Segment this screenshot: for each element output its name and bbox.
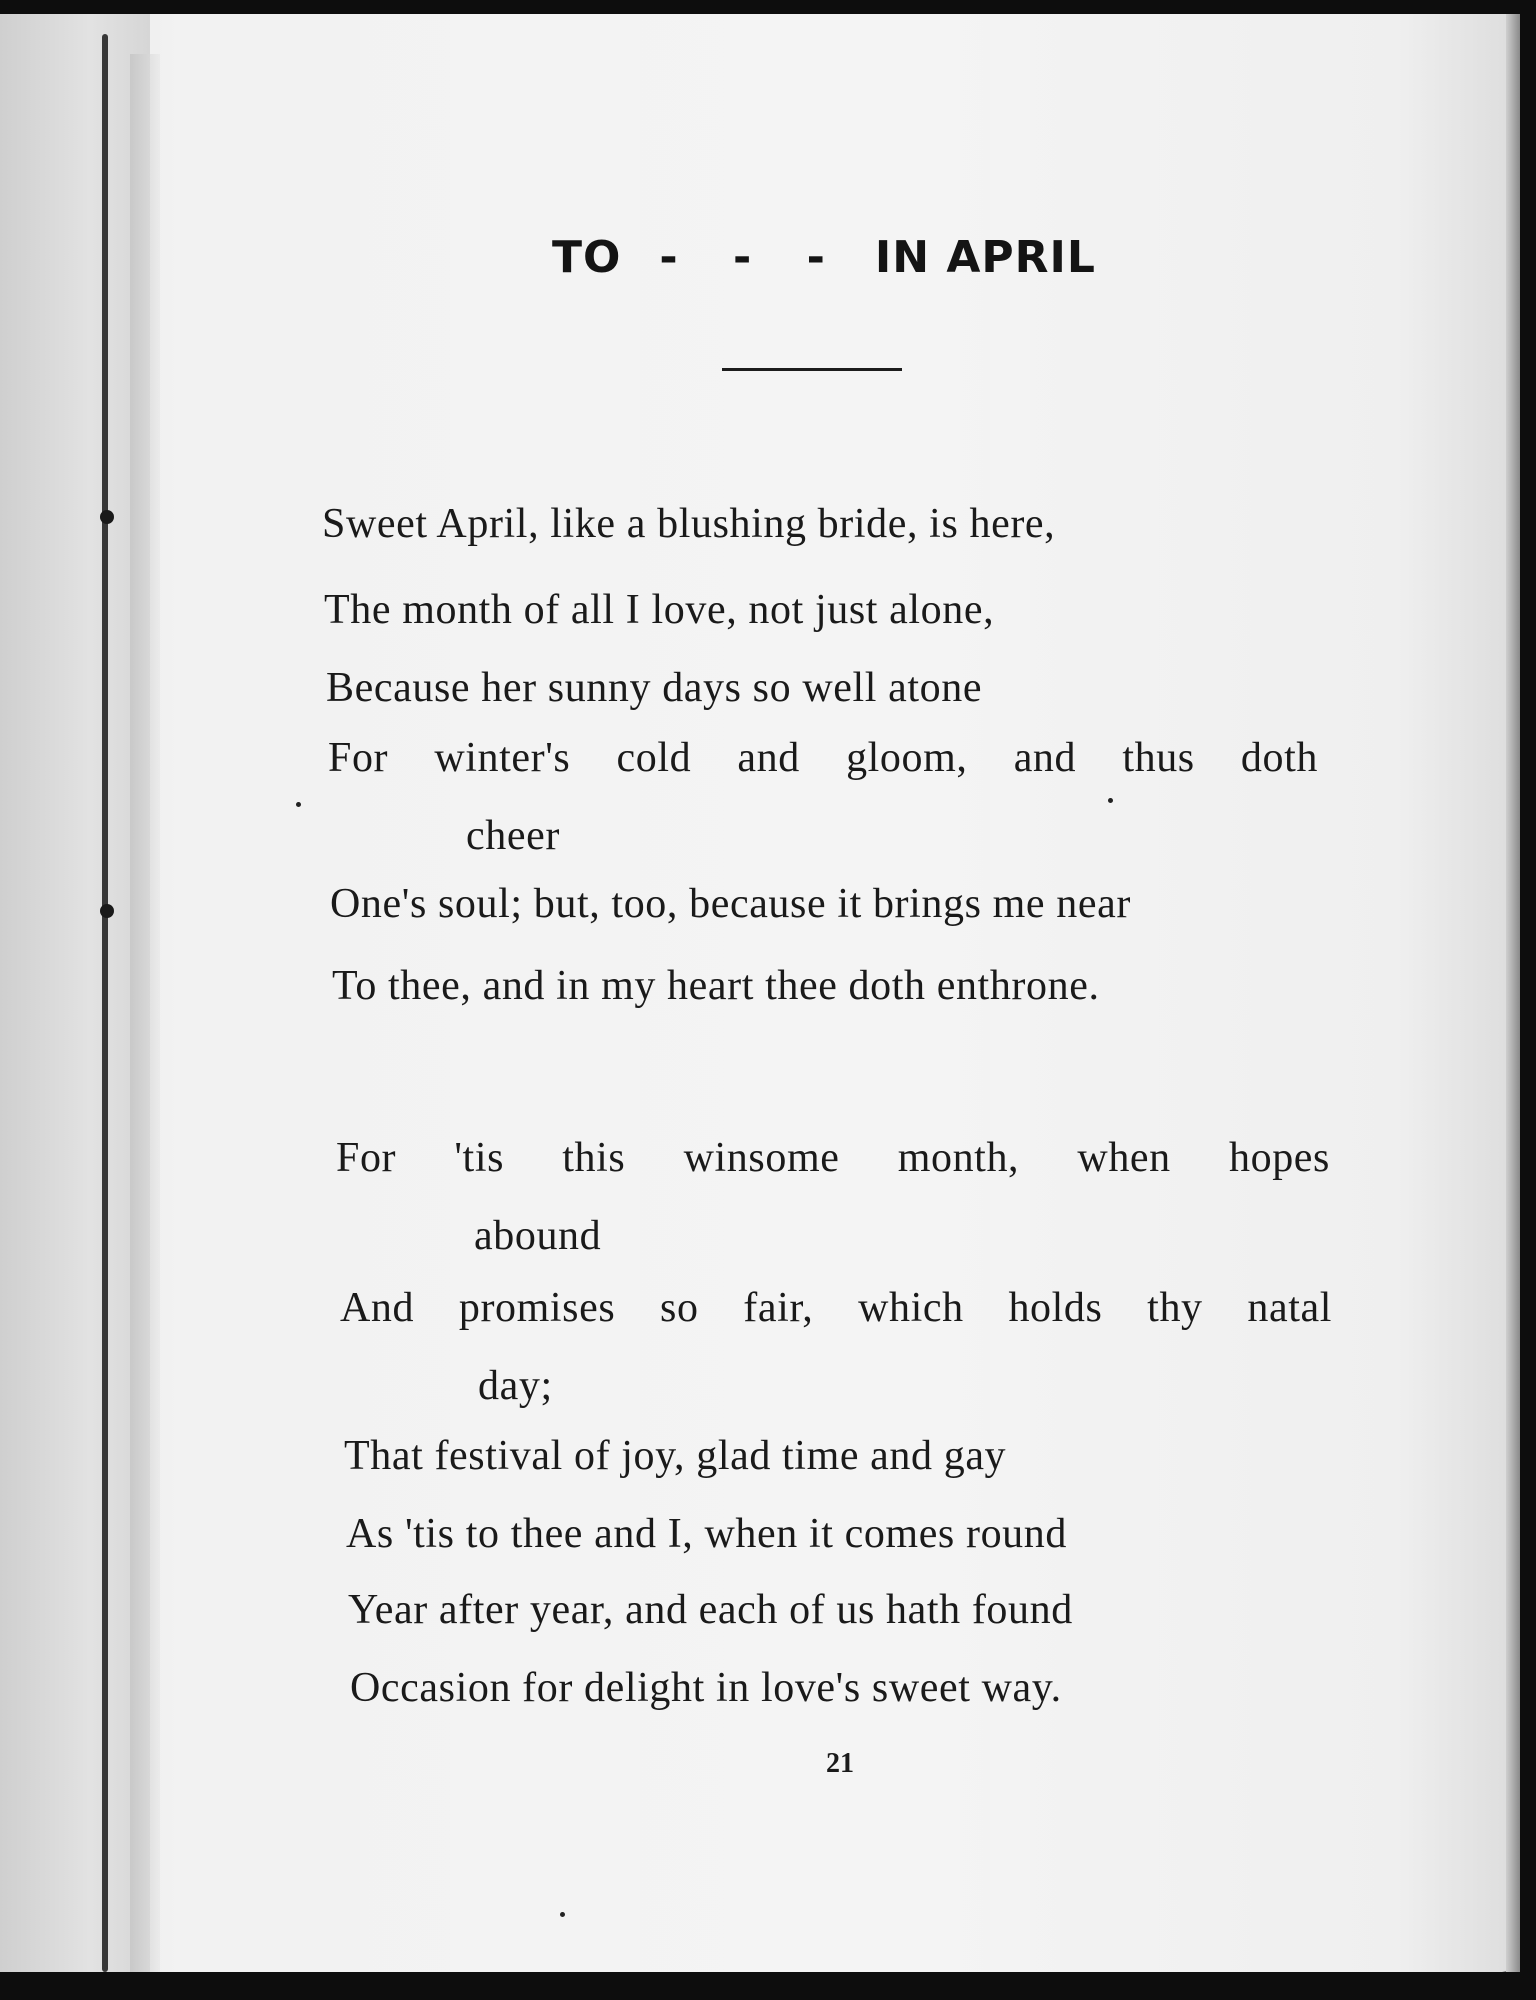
poem-line: The month of all I love, not just alone,: [324, 587, 995, 633]
poem-line: Year after year, and each of us hath found: [348, 1587, 1073, 1633]
poem-line: For winter's cold and gloom, and thus doth: [328, 735, 1318, 781]
page-number: 21: [826, 1748, 854, 1779]
poem-line: Because her sunny days so well atone: [326, 665, 983, 711]
poem-line: And promises so fair, which holds thy natal: [340, 1285, 1332, 1331]
dust-speck: [560, 1912, 565, 1917]
title-in-april: IN APRIL: [874, 232, 1096, 283]
binding-stitch: [100, 904, 114, 918]
page-fold-shadow: [130, 54, 160, 1972]
binding-stitch: [100, 510, 114, 524]
facing-page-edge: [0, 14, 150, 1972]
poem-line: That festival of joy, glad time and gay: [344, 1433, 1007, 1479]
poem-line-continuation: abound: [474, 1213, 602, 1259]
poem-line-continuation: cheer: [466, 813, 560, 859]
page-right-edge: [1506, 14, 1520, 1972]
poem-line-continuation: day;: [478, 1363, 553, 1409]
title-dashes: - - -: [659, 232, 845, 283]
book-spine: [102, 34, 108, 1972]
poem-line: One's soul; but, too, because it brings me near: [330, 881, 1131, 927]
poem-line: Sweet April, like a blushing bride, is here,: [322, 501, 1056, 547]
title-to: TO: [552, 232, 622, 283]
poem-line: For 'tis this winsome month, when hopes: [336, 1135, 1330, 1181]
dust-speck: [296, 802, 301, 807]
poem-line: As 'tis to thee and I, when it comes round: [346, 1511, 1067, 1557]
poem-line: To thee, and in my heart thee doth enthrone.: [332, 963, 1100, 1009]
dust-speck: [1108, 798, 1113, 803]
title-rule: [722, 368, 902, 371]
poem-line: Occasion for delight in love's sweet way.: [350, 1665, 1062, 1711]
poem-title: [552, 232, 1096, 283]
